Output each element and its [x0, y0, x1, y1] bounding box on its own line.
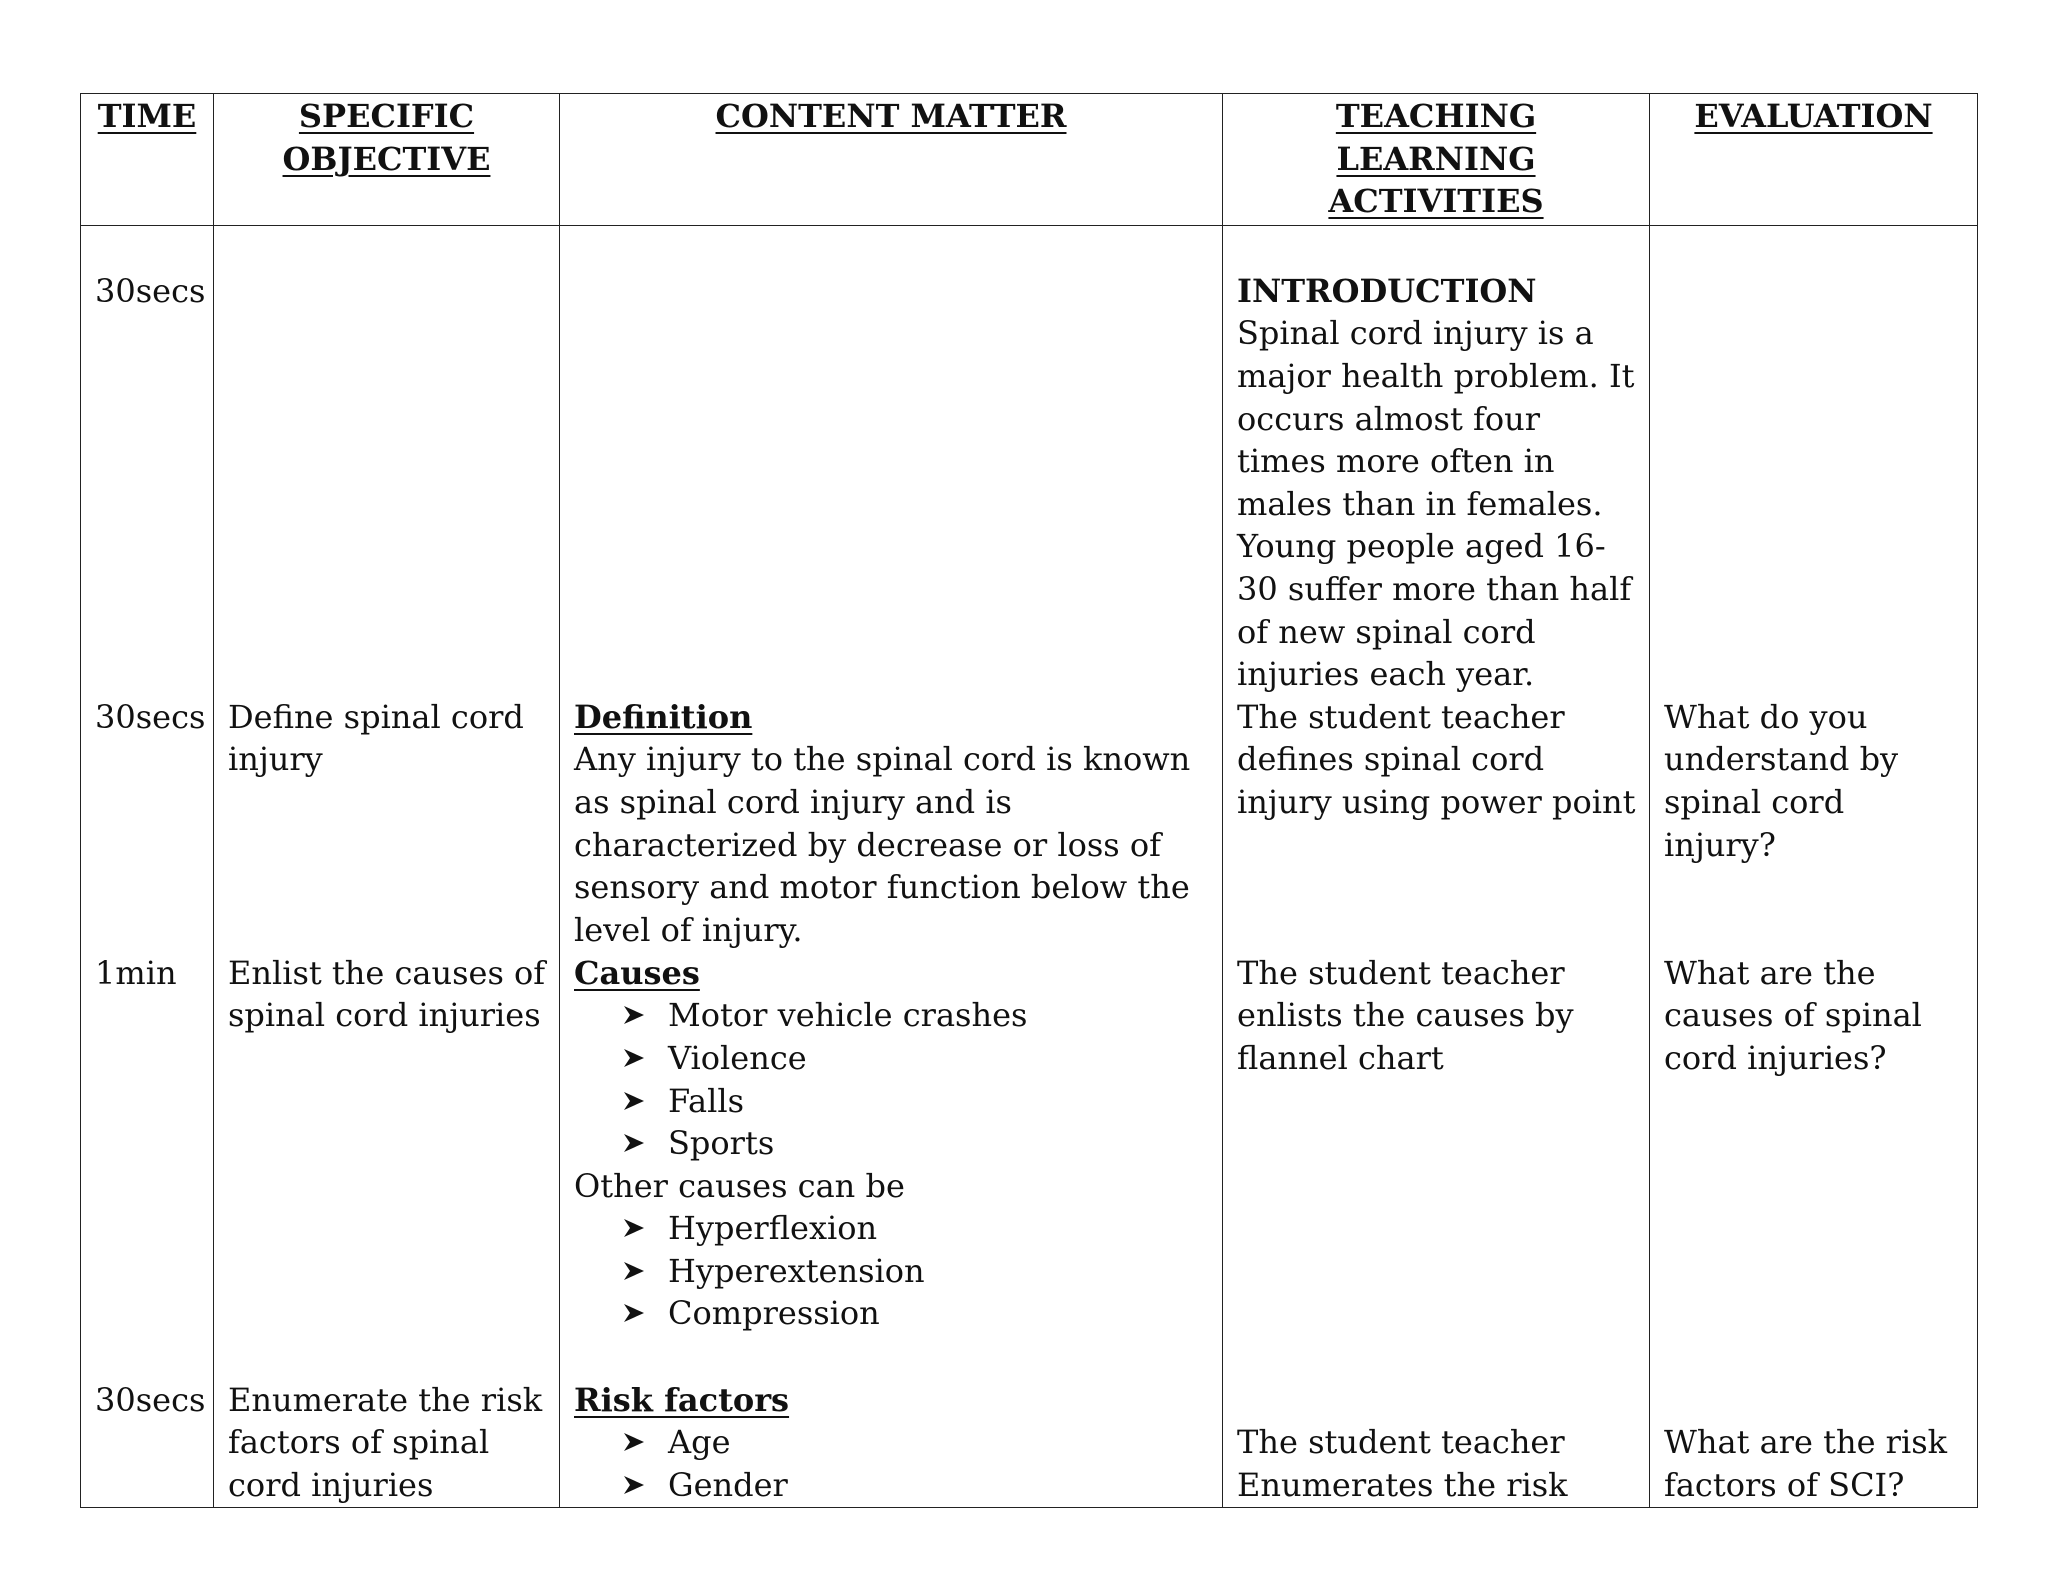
cell-evaluation: What do you understand by spinal cord injury? — [1650, 696, 1978, 952]
arrowhead-bullet-icon — [622, 1037, 648, 1079]
introduction-text: Spinal cord injury is a major health problem. It occurs almost four times more often in males than in females. Young people aged 16-30 suffer more than half of new spinal cord injuries each year. — [1237, 314, 1635, 694]
cell-evaluation: What are the risk factors of SCI? — [1650, 1379, 1978, 1508]
list-item: Sports — [622, 1122, 1210, 1165]
header-time: TIME — [81, 94, 214, 226]
lesson-plan-table — [80, 93, 1978, 1508]
arrowhead-bullet-icon — [622, 1464, 648, 1506]
cell-activity — [1223, 225, 1650, 695]
cell-activity: The student teacher defines spinal cord injury using power point — [1223, 696, 1650, 952]
risk-factors-list — [574, 1421, 1210, 1506]
cell-activity: The student teacher Enumerates the risk — [1223, 1379, 1650, 1508]
cell-activity: The student teacher enlists the causes by flannel chart — [1223, 952, 1650, 1379]
cell-time: 30secs — [81, 1379, 214, 1508]
cell-objective: Enlist the causes of spinal cord injuries — [214, 952, 560, 1379]
header-row — [81, 94, 1978, 226]
causes-list — [574, 994, 1210, 1164]
table-row — [81, 225, 1978, 695]
cell-time: 30secs — [81, 225, 214, 695]
cell-content — [560, 225, 1223, 695]
table-row — [81, 696, 1978, 952]
cell-content — [560, 952, 1223, 1379]
cell-objective: Enumerate the risk factors of spinal cord injuries — [214, 1379, 560, 1508]
table-row — [81, 952, 1978, 1379]
arrowhead-bullet-icon — [622, 1122, 648, 1164]
cell-time: 30secs — [81, 696, 214, 952]
list-item: Falls — [622, 1080, 1210, 1123]
cell-evaluation — [1650, 225, 1978, 695]
list-item: Gender — [622, 1464, 1210, 1507]
cell-objective: Define spinal cord injury — [214, 696, 560, 952]
cell-content — [560, 696, 1223, 952]
header-content-matter: CONTENT MATTER — [560, 94, 1223, 226]
list-item: Hyperflexion — [622, 1207, 1210, 1250]
header-evaluation: EVALUATION — [1650, 94, 1978, 226]
list-item: Motor vehicle crashes — [622, 994, 1210, 1037]
causes-heading: Causes — [574, 953, 700, 992]
other-causes-label: Other causes can be — [574, 1166, 905, 1205]
list-item: Hyperextension — [622, 1250, 1210, 1293]
arrowhead-bullet-icon — [622, 1421, 648, 1463]
table-row — [81, 1379, 1978, 1508]
definition-heading: Definition — [574, 697, 753, 736]
definition-text: Any injury to the spinal cord is known as spinal cord injury and is characterized by decrease or loss of sensory and motor function below the level of injury. — [574, 740, 1191, 949]
cell-objective — [214, 225, 560, 695]
cell-content — [560, 1379, 1223, 1508]
list-item: Compression — [622, 1292, 1210, 1335]
arrowhead-bullet-icon — [622, 1250, 648, 1292]
introduction-heading: INTRODUCTION — [1237, 271, 1537, 310]
arrowhead-bullet-icon — [622, 1292, 648, 1334]
list-item: Violence — [622, 1037, 1210, 1080]
header-specific-objective: SPECIFIC OBJECTIVE — [214, 94, 560, 226]
arrowhead-bullet-icon — [622, 994, 648, 1036]
cell-time: 1min — [81, 952, 214, 1379]
other-causes-list — [574, 1207, 1210, 1335]
list-item: Age — [622, 1421, 1210, 1464]
arrowhead-bullet-icon — [622, 1080, 648, 1122]
header-teaching-learning-activities: TEACHING LEARNING ACTIVITIES — [1223, 94, 1650, 226]
cell-evaluation: What are the causes of spinal cord injuries? — [1650, 952, 1978, 1379]
arrowhead-bullet-icon — [622, 1207, 648, 1249]
risk-factors-heading: Risk factors — [574, 1380, 790, 1419]
